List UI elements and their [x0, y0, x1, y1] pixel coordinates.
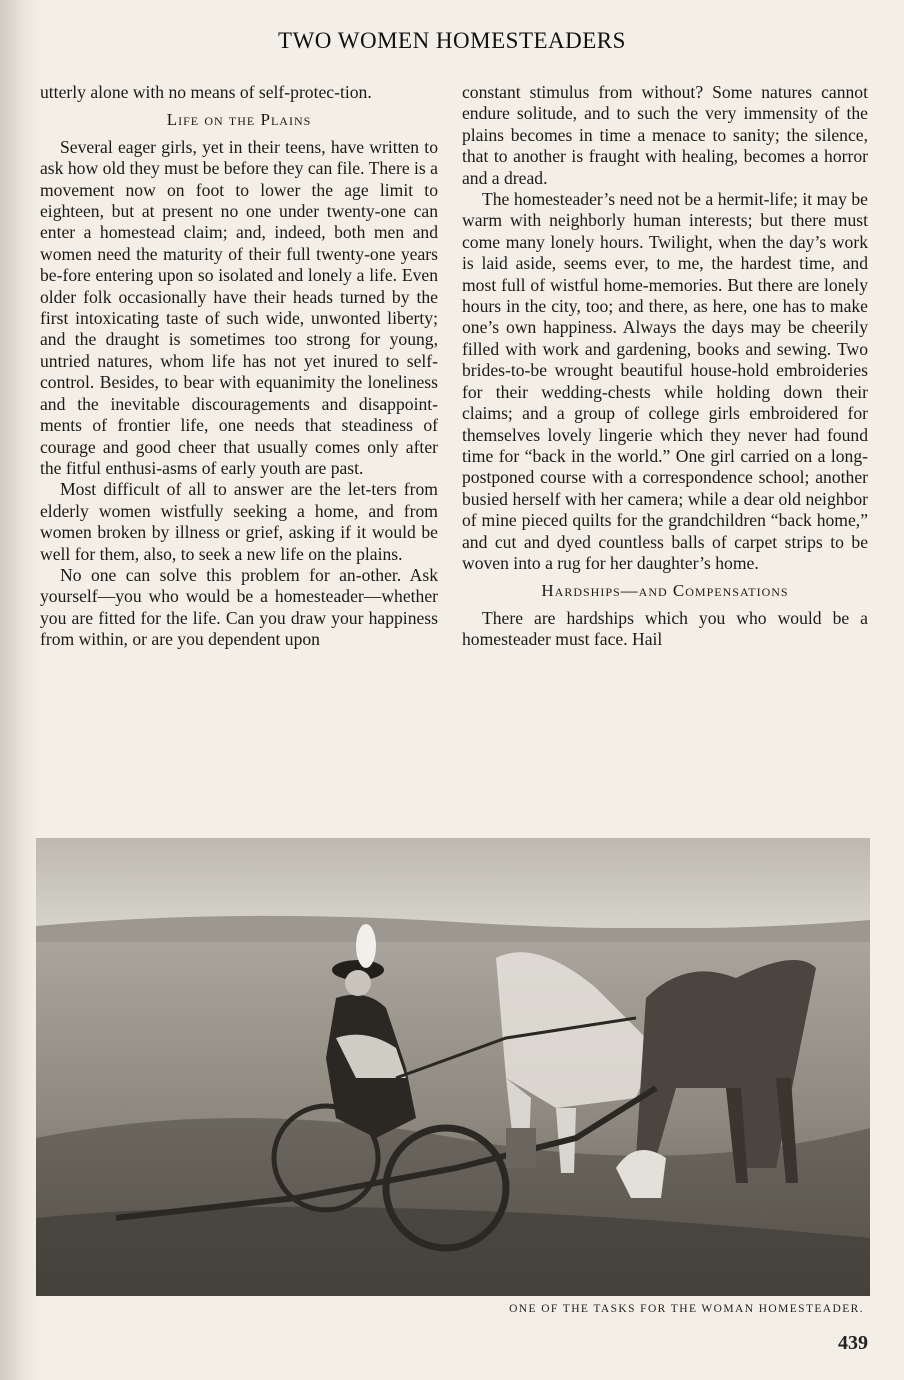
paragraph: The homesteader’s need not be a hermit-life; it may be warm with neighborly human interests; but there must come many lonely hours. Twilight, when the day’s work is laid aside, seems ever, to me, the hardest time, and most full of wistful home-memories. But there are lonely hours in the city, too; and there, as here, one has to make one’s own happiness. Always the days may be cheerily filled with work and gardening, books and sewing. Two brides-to-be wrought beautiful house-hold embroideries for their wedding-chests while holding down their claims; and a group of college girls embroidered for themselves lovely lingerie which they never had found time for “back in the world.” One girl carried on a long-postponed course with a correspondence school; another busied herself with her camera; while a dear old neighbor of mine pieced quilts for the grandchildren “back home,” and cut and dyed countless balls of carpet strips to be woven into a rug for her daughter’s home.: [462, 189, 868, 573]
photo-caption: ONE OF THE TASKS FOR THE WOMAN HOMESTEADER.: [509, 1303, 864, 1315]
left-column: [40, 82, 438, 651]
paragraph: Most difficult of all to answer are the let-ters from elderly women wistfully seeking a home, and from women broken by illness or grief, asking if it would be well for them, also, to seek a new life on the plains.: [40, 479, 438, 564]
running-title: TWO WOMEN HOMESTEADERS: [278, 28, 626, 53]
section-heading-hardships: Hardships—and Compensations: [541, 581, 789, 601]
right-column: [462, 82, 868, 651]
paragraph: There are hardships which you who would be a homesteader must face. Hail: [462, 607, 868, 650]
paragraph: utterly alone with no means of self-protec-tion.: [40, 82, 372, 102]
paragraph: constant stimulus from without? Some natures cannot endure solitude, and to such the very immensity of the plains becomes in time a menace to sanity; the silence, that to another is fraught with healing, becomes a horror and a dread.: [462, 82, 868, 188]
section-heading-life-on-the-plains: Life on the Plains: [166, 110, 312, 130]
photo-woman-plowing: [36, 838, 870, 1296]
paragraph: No one can solve this problem for an-other. Ask yourself—you who would be a homesteader—whether you are fitted for the life. Can you draw your happiness from within, or are you dependent upon: [40, 564, 438, 650]
page-number: 439: [838, 1332, 868, 1354]
paragraph: Several eager girls, yet in their teens, have written to ask how old they must be before they can file. There is a movement now on foot to lower the age limit to eighteen, but at present no one under twenty-one can enter a homestead claim; and, indeed, both men and women need the maturity of their full twenty-one years be-fore entering upon so isolated and lonely a life. Even older folk occasionally have their heads turned by the first intoxicating taste of such wide, unwonted liberty; and the draught is sometimes too strong for young, untried natures, whom life has not yet inured to self-control. Besides, to bear with equanimity the loneliness and the inevitable discouragements and disappoint-ments of frontier life, one needs that steadiness of courage and good cheer that usually comes only after the fitful enthusi-asms of early youth are past.: [40, 136, 438, 478]
